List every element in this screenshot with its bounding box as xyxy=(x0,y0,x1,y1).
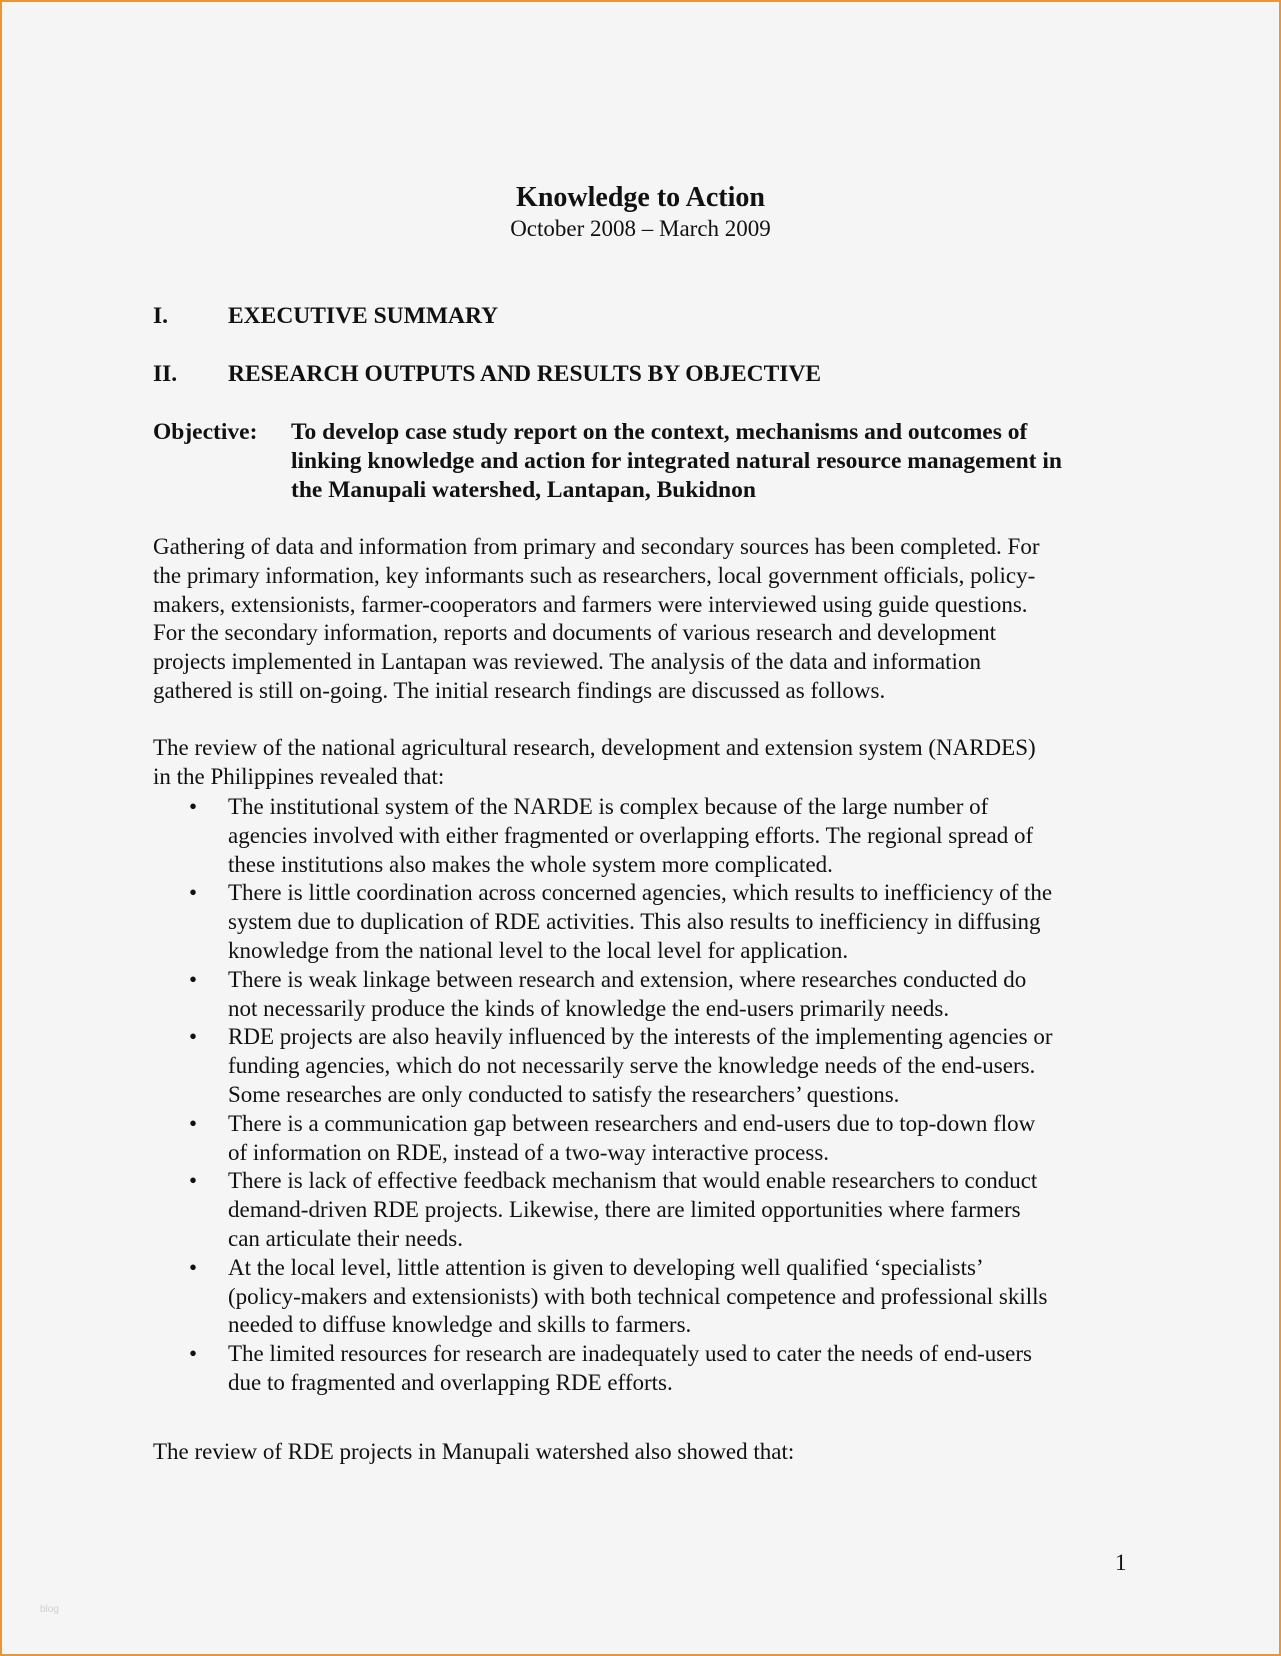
bullet-text-line: needed to diffuse knowledge and skills to farmers. xyxy=(228,1312,692,1338)
page-number: 1 xyxy=(1115,1550,1127,1575)
objective-line: linking knowledge and action for integrated natural resource management in xyxy=(291,447,1062,474)
paragraph-data-gathering xyxy=(153,533,1040,706)
bullet-text-line: There is lack of effective feedback mechanism that would enable researchers to conduct xyxy=(228,1168,1038,1194)
document-date-range: October 2008 – March 2009 xyxy=(510,216,771,241)
bullet-item xyxy=(153,966,1053,1024)
text-line: For the secondary information, reports and documents of various research and development xyxy=(153,620,997,646)
text-line: makers, extensionists, farmer-cooperators and farmers were interviewed using guide questions. xyxy=(153,591,1028,617)
bullet-text-line: not necessarily produce the kinds of knowledge the end-users primarily needs. xyxy=(228,995,950,1021)
text-line: in the Philippines revealed that: xyxy=(153,763,445,789)
bullet-icon: • xyxy=(189,966,198,992)
bullet-text-line: these institutions also makes the whole system more complicated. xyxy=(228,851,833,877)
objective-text xyxy=(291,418,1062,504)
paragraph-nardes-review xyxy=(153,734,1036,792)
bullet-item xyxy=(153,1110,1053,1168)
bullet-text-line: can articulate their needs. xyxy=(228,1225,463,1251)
bullet-text-line: agencies involved with either fragmented or overlapping efforts. The regional spread of xyxy=(228,822,1034,848)
bullet-text-line: due to fragmented and overlapping RDE efforts. xyxy=(228,1369,673,1395)
bullet-icon: • xyxy=(189,794,198,819)
bullet-icon: • xyxy=(189,880,198,906)
bullet-icon: • xyxy=(189,1341,198,1367)
bullet-text-line: There is weak linkage between research and extension, where researches conducted do xyxy=(228,966,1027,992)
bullet-text-line: RDE projects are also heavily influenced by the interests of the implementing agencies or xyxy=(228,1024,1053,1050)
bullet-icon: • xyxy=(189,1254,198,1280)
text-line: the primary information, key informants such as researchers, local government officials, policy- xyxy=(153,562,1036,588)
bullet-item xyxy=(153,1254,1053,1340)
bullet-text-line: of information on RDE, instead of a two-way interactive process. xyxy=(228,1139,830,1165)
text-line: The review of the national agricultural research, development and extension system (NARDES) xyxy=(153,735,1036,760)
bullet-text-line: Some researches are only conducted to satisfy the researchers’ questions. xyxy=(228,1081,900,1107)
paragraph-manupali-review xyxy=(153,1438,794,1467)
bullet-text-line: The limited resources for research are inadequately used to cater the needs of end-users xyxy=(228,1341,1033,1367)
bullet-item xyxy=(153,1340,1053,1398)
bullet-text-line: system due to duplication of RDE activities. This also results to inefficiency in diffusing xyxy=(228,909,1041,935)
bullet-text-line: demand-driven RDE projects. Likewise, there are limited opportunities where farmers xyxy=(228,1197,1021,1223)
bullet-icon: • xyxy=(189,1110,198,1136)
bullet-text-line: funding agencies, which do not necessarily serve the knowledge needs of the end-users. xyxy=(228,1053,1036,1079)
bullet-text-line: (policy-makers and extensionists) with both technical competence and professional skills xyxy=(228,1283,1048,1309)
bullet-text-line: At the local level, little attention is given to developing well qualified ‘specialists’ xyxy=(228,1254,984,1280)
section-number-1: I. xyxy=(153,303,169,329)
text-line: projects implemented in Lantapan was reviewed. The analysis of the data and information xyxy=(153,649,981,675)
bullet-icon: • xyxy=(189,1024,198,1050)
bullet-text-line: The institutional system of the NARDE is complex because of the large number of xyxy=(228,794,989,819)
section-number-2: II. xyxy=(153,361,178,387)
bullet-text-line: There is little coordination across concerned agencies, which results to inefficiency of the xyxy=(228,880,1053,906)
text-line: gathered is still on-going. The initial research findings are discussed as follows. xyxy=(153,677,886,703)
bullet-item xyxy=(153,793,1053,879)
findings-bullet-list xyxy=(153,793,1053,1398)
text-line: The review of RDE projects in Manupali watershed also showed that: xyxy=(153,1439,795,1464)
bullet-text-line: There is a communication gap between researchers and end-users due to top-down flow xyxy=(228,1110,1036,1136)
text-line: Gathering of data and information from primary and secondary sources has been completed. For xyxy=(153,534,1040,559)
objective-line: To develop case study report on the context, mechanisms and outcomes of xyxy=(291,419,1028,445)
bullet-item xyxy=(153,1167,1053,1253)
bullet-item xyxy=(153,1023,1053,1109)
section-heading-executive-summary: EXECUTIVE SUMMARY xyxy=(228,303,499,329)
bullet-text-line: knowledge from the national level to the local level for application. xyxy=(228,937,849,963)
bullet-icon: • xyxy=(189,1168,198,1194)
document-title: Knowledge to Action xyxy=(516,182,765,213)
bullet-item xyxy=(153,879,1053,965)
objective-line: the Manupali watershed, Lantapan, Bukidnon xyxy=(291,476,756,503)
objective-label: Objective: xyxy=(153,419,258,445)
watermark: blog xyxy=(40,1604,59,1615)
section-heading-research-outputs: RESEARCH OUTPUTS AND RESULTS BY OBJECTIVE xyxy=(228,361,822,387)
